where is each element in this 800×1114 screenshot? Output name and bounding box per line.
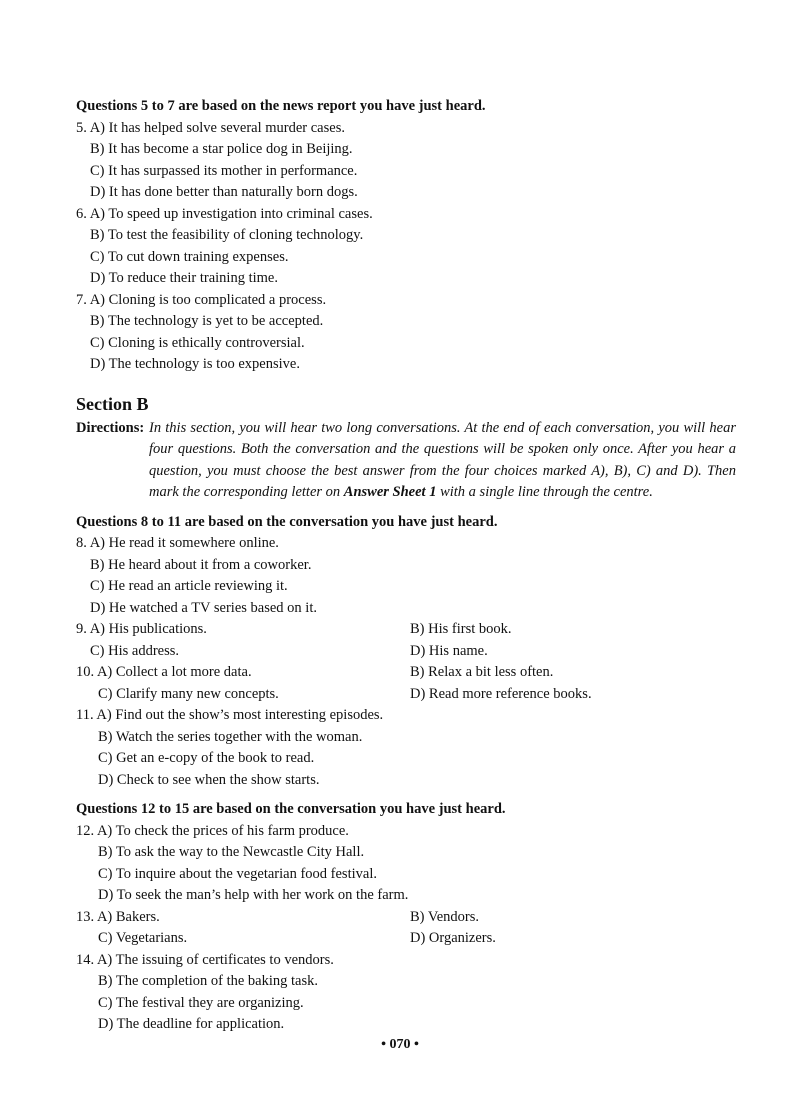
- section-b-heading: Section B: [76, 393, 149, 414]
- q9-option-d: D) His name.: [410, 642, 488, 659]
- q14-option-a: 14. A) The issuing of certificates to vendors.: [76, 951, 334, 968]
- q8-option-a: 8. A) He read it somewhere online.: [76, 535, 279, 551]
- q10-row-2: [76, 684, 736, 706]
- q10-option-d: D) Read more reference books.: [410, 685, 592, 702]
- q6-option-a: 6. A) To speed up investigation into criminal cases.: [76, 205, 373, 222]
- q7-option-a: 7. A) Cloning is too complicated a process.: [76, 291, 327, 308]
- q14-option-c: C) The festival they are organizing.: [98, 994, 304, 1011]
- q13-option-b: B) Vendors.: [410, 908, 480, 925]
- q10-option-b: B) Relax a bit less often.: [410, 664, 554, 680]
- directions-label: Directions:: [76, 419, 145, 436]
- q7-option-d: D) The technology is too expensive.: [90, 356, 300, 372]
- group-heading-5-7: Questions 5 to 7 are based on the news report you have just heard.: [76, 98, 486, 114]
- q12-option-b: B) To ask the way to the Newcastle City Hall.: [98, 844, 365, 860]
- q13-option-a: 13. A) Bakers.: [76, 908, 160, 925]
- q5-option-a: 5. A) It has helped solve several murder cases.: [76, 119, 345, 136]
- q5-option-d: D) It has done better than naturally born dogs.: [90, 184, 358, 200]
- q9-option-a: 9. A) His publications.: [76, 621, 207, 637]
- q11-option-d: D) Check to see when the show starts.: [98, 771, 320, 788]
- answer-sheet-ref: Answer Sheet 1: [343, 484, 437, 500]
- q6-option-b: B) To test the feasibility of cloning technology.: [90, 227, 364, 243]
- q10-option-a: 10. A) Collect a lot more data.: [76, 664, 252, 680]
- q8-option-d: D) He watched a TV series based on it.: [90, 599, 317, 616]
- group-heading-12-15: Questions 12 to 15 are based on the conversation you have just heard.: [76, 801, 506, 817]
- q9-option-c: C) His address.: [90, 642, 180, 659]
- q12-option-c: C) To inquire about the vegetarian food festival.: [98, 865, 377, 882]
- q5-option-b: B) It has become a star police dog in Beijing.: [90, 141, 353, 157]
- q8-option-c: C) He read an article reviewing it.: [90, 578, 288, 594]
- q12-option-a: 12. A) To check the prices of his farm produce.: [76, 822, 349, 839]
- q7-option-c: C) Cloning is ethically controversial.: [90, 334, 305, 351]
- exam-page: [76, 96, 736, 1036]
- q6-option-c: C) To cut down training expenses.: [90, 248, 289, 265]
- q13-row-2: [76, 928, 736, 950]
- q13-row-1: [76, 907, 736, 929]
- directions-block: [76, 418, 736, 504]
- group-heading-8-11: Questions 8 to 11 are based on the conversation you have just heard.: [76, 513, 498, 530]
- q12-option-d: D) To seek the man’s help with her work on the farm.: [98, 887, 409, 903]
- q10-option-c: C) Clarify many new concepts.: [98, 685, 279, 702]
- q13-option-d: D) Organizers.: [410, 930, 496, 946]
- q6-option-d: D) To reduce their training time.: [90, 270, 278, 286]
- q11-option-a: 11. A) Find out the show’s most interesting episodes.: [76, 707, 384, 723]
- q14-option-d: D) The deadline for application.: [98, 1016, 285, 1032]
- q11-option-b: B) Watch the series together with the woman.: [98, 728, 363, 745]
- q5-option-c: C) It has surpassed its mother in performance.: [90, 162, 358, 179]
- directions-text-end: with a single line through the centre.: [436, 484, 653, 500]
- directions-text: In this section, you will hear two long conversations. At the end of each conversation, you will hear four questions. Both the conversation and the questions will be spoken only once. After you hear a question, you must choose the best answer from the four choices marked A), B), C) and D). Then mark the corresponding letter on: [149, 419, 736, 500]
- q9-row-1: [76, 619, 736, 641]
- q14-option-b: B) The completion of the baking task.: [98, 973, 319, 989]
- q11-option-c: C) Get an e-copy of the book to read.: [98, 750, 315, 766]
- q9-row-2: [76, 641, 736, 663]
- q9-option-b: B) His first book.: [410, 621, 512, 637]
- q10-row-1: [76, 662, 736, 684]
- q13-option-c: C) Vegetarians.: [98, 930, 188, 946]
- page-number: • 070 •: [381, 1037, 419, 1052]
- q8-option-b: B) He heard about it from a coworker.: [90, 556, 312, 573]
- q7-option-b: B) The technology is yet to be accepted.: [90, 313, 324, 329]
